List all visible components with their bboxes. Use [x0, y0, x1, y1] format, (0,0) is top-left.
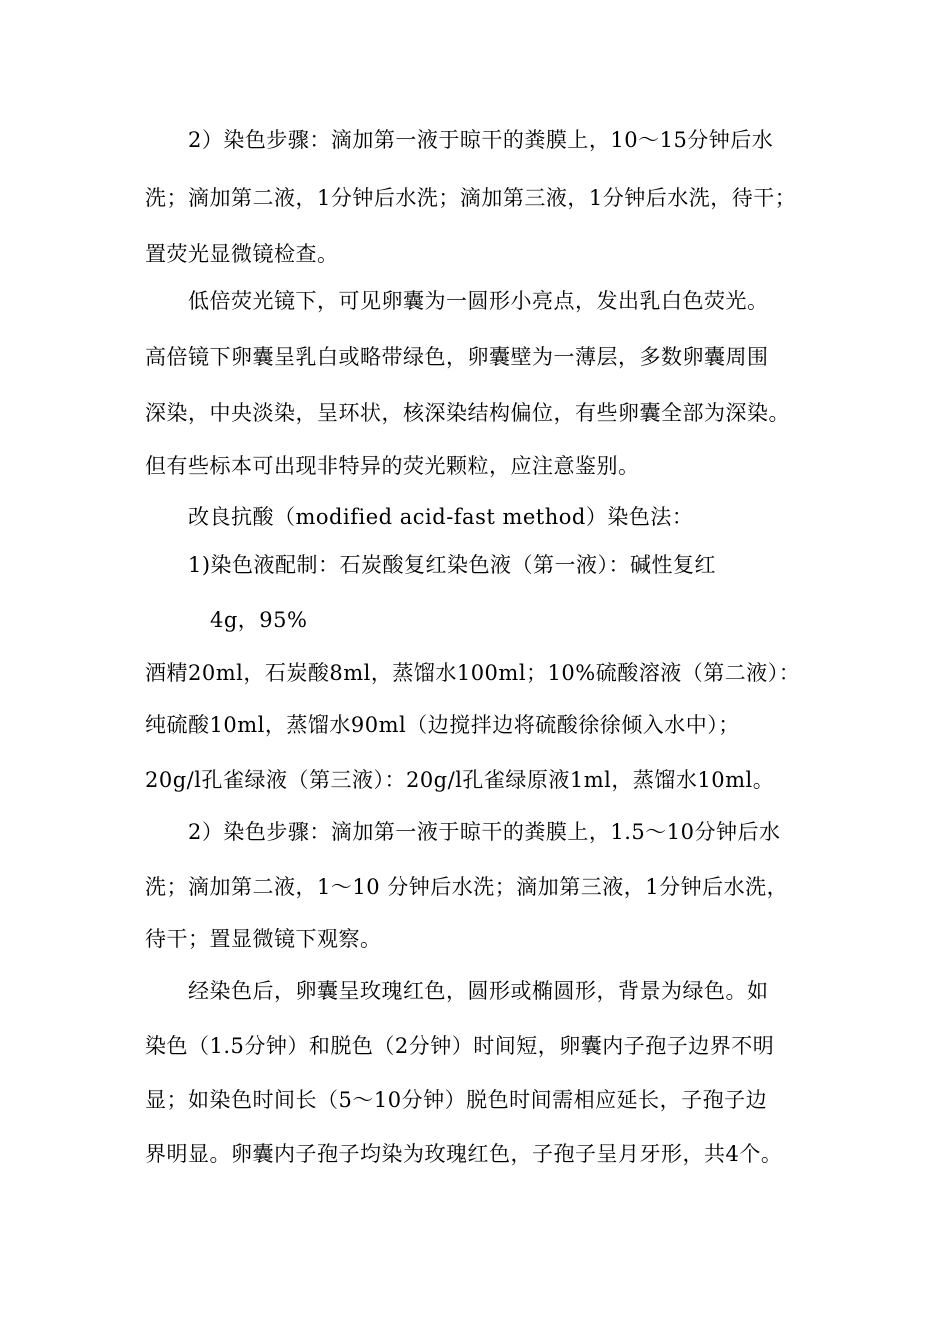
paragraph-line: 高倍镜下卵囊呈乳白或略带绿色，卵囊壁为一薄层，多数卵囊周围	[145, 345, 769, 369]
paragraph-line: 2）染色步骤：滴加第一液于晾干的粪膜上，1.5～10分钟后水	[188, 820, 781, 844]
paragraph-line: 20g/l孔雀绿液（第三液）：20g/l孔雀绿原液1ml，蒸馏水10ml。	[145, 768, 775, 792]
paragraph-line: 经染色后，卵囊呈玫瑰红色，圆形或椭圆形，背景为绿色。如	[188, 979, 769, 1003]
paragraph-line: 改良抗酸（modified acid-fast method）染色法：	[188, 505, 694, 529]
paragraph-line: 染色（1.5分钟）和脱色（2分钟）时间短，卵囊内子孢子边界不明	[145, 1034, 775, 1058]
paragraph-line: 2）染色步骤：滴加第一液于晾干的粪膜上，10～15分钟后水	[188, 128, 774, 152]
paragraph-line: 但有些标本可出现非特异的荧光颗粒，应注意鉴别。	[145, 454, 640, 478]
paragraph-line: 洗；滴加第二液，1分钟后水洗；滴加第三液，1分钟后水洗，待干；	[145, 186, 797, 210]
paragraph-line: 显；如染色时间长（5～10分钟）脱色时间需相应延长，子孢子边	[145, 1088, 768, 1112]
paragraph-line: 1)染色液配制：石炭酸复红染色液（第一液）：碱性复红	[188, 553, 717, 577]
paragraph-line: 洗；滴加第二液，1～10 分钟后水洗；滴加第三液，1分钟后水洗，	[145, 875, 789, 899]
paragraph-line: 深染，中央淡染，呈环状，核深染结构偏位，有些卵囊全部为深染。	[145, 401, 790, 425]
paragraph-line: 待干；置显微镜下观察。	[145, 927, 382, 951]
paragraph-line: 界明显。卵囊内子孢子均染为玫瑰红色，子孢子呈月牙形，共4个。	[145, 1142, 783, 1166]
paragraph-line: 纯硫酸10ml，蒸馏水90ml（边搅拌边将硫酸徐徐倾入水中）；	[145, 713, 740, 737]
paragraph-line: 4g，95%	[210, 608, 308, 632]
paragraph-line: 低倍荧光镜下，可见卵囊为一圆形小亮点，发出乳白色荧光。	[188, 289, 769, 313]
paragraph-line: 置荧光显微镜检查。	[145, 242, 339, 266]
paragraph-line: 酒精20ml，石炭酸8ml，蒸馏水100ml；10%硫酸溶液（第二液）：	[145, 661, 801, 685]
